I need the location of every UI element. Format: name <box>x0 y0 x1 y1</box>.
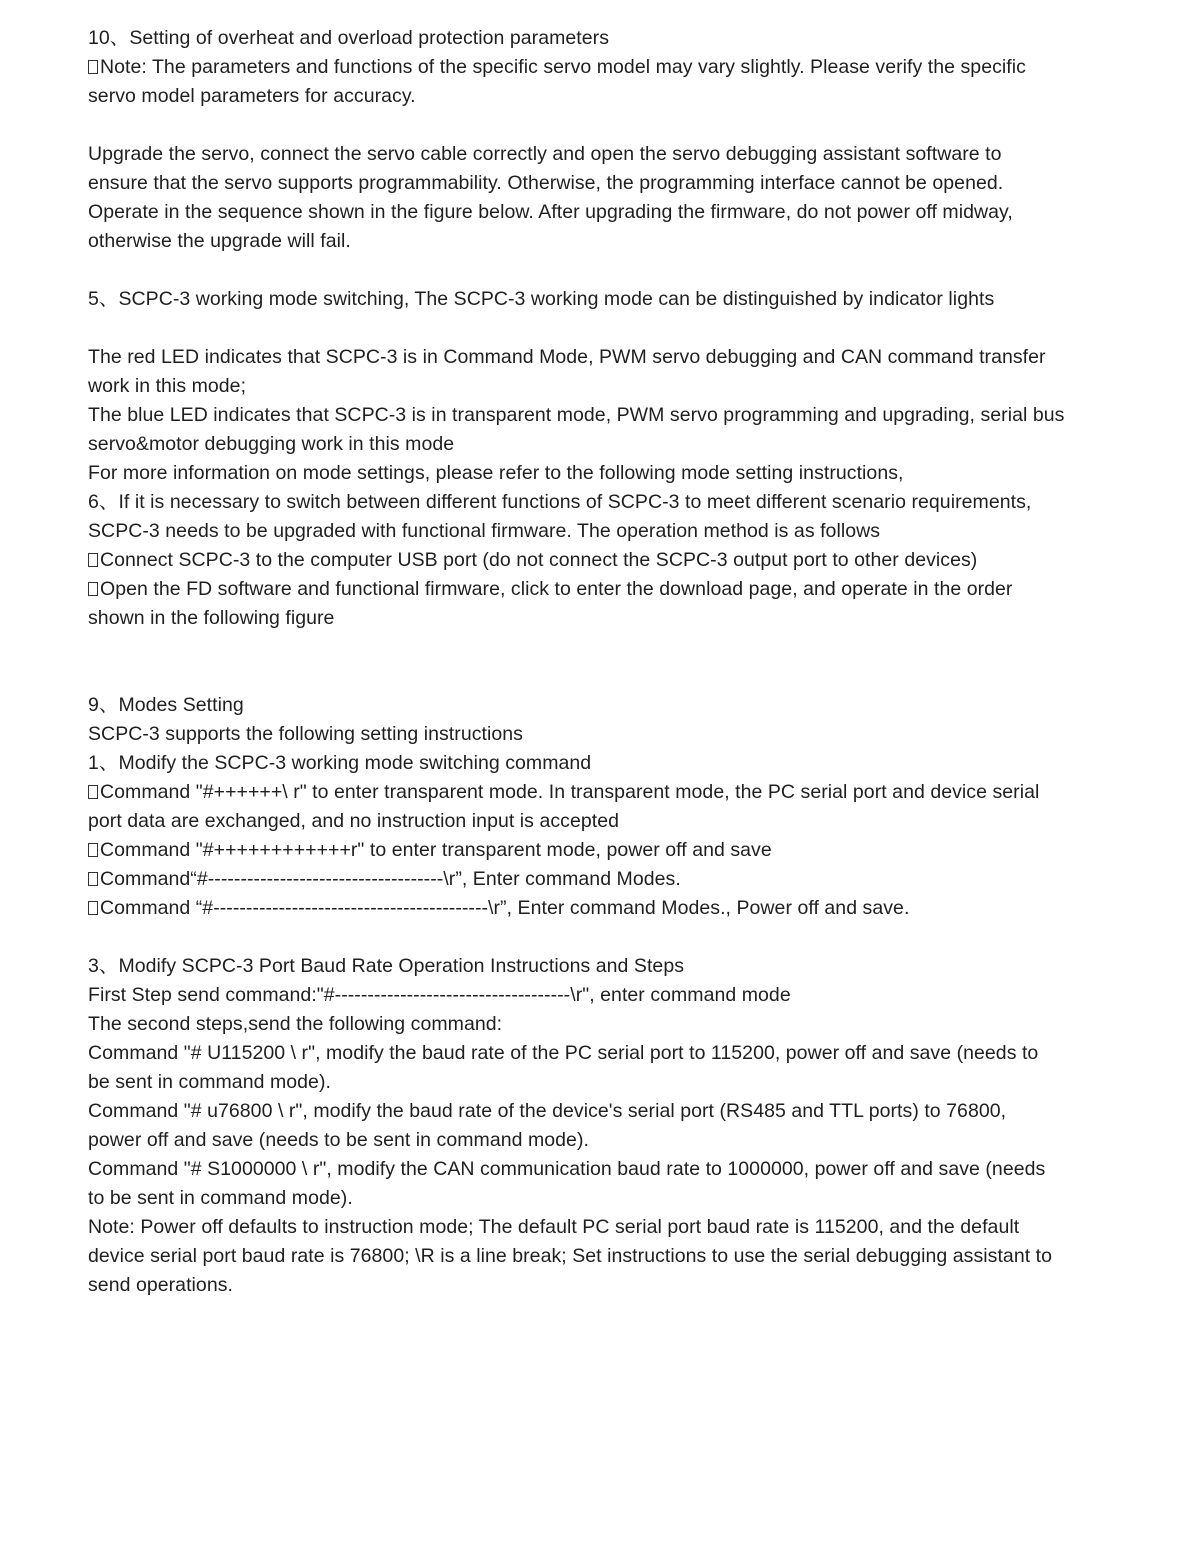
step-open-text: Open the FD software and functional firmware, click to enter the download page, and operate in the order <box>100 578 1013 600</box>
overheat-heading: 10、Setting of overheat and overload protection parameters <box>88 27 609 49</box>
baud-note: Note: Power off defaults to instruction mode; The default PC serial port baud rate is 115200, and the default <box>88 1216 1020 1238</box>
command-transparent-cont: port data are exchanged, and no instruction input is accepted <box>88 810 619 832</box>
step-connect <box>88 546 1118 575</box>
upgrade-paragraph-line: ensure that the servo supports programmability. Otherwise, the programming interface cannot be opened. <box>88 172 1004 194</box>
missing-glyph-box-icon <box>88 843 98 857</box>
command-enter-command-mode-text: Command“#------------------------------------\r”, Enter command Modes. <box>100 868 681 890</box>
spacer <box>88 111 1118 140</box>
baud-command-pc-cont: be sent in command mode). <box>88 1071 331 1093</box>
spacer <box>88 633 1118 691</box>
missing-glyph-box-icon <box>88 582 98 596</box>
spacer <box>88 923 1118 952</box>
step-open <box>88 575 1118 604</box>
overheat-note <box>88 53 1118 82</box>
baud-command-can: Command "# S1000000 \ r", modify the CAN communication baud rate to 1000000, power off and save (needs <box>88 1158 1046 1180</box>
item-6-text-cont: SCPC-3 needs to be upgraded with functional firmware. The operation method is as follows <box>88 520 881 542</box>
upgrade-paragraph-line: otherwise the upgrade will fail. <box>88 230 351 252</box>
baud-command-can-cont: to be sent in command mode). <box>88 1187 353 1209</box>
missing-glyph-box-icon <box>88 60 98 74</box>
command-enter-command-mode <box>88 865 1118 894</box>
command-transparent-save <box>88 836 1118 865</box>
command-transparent-text: Command "#++++++\ r" to enter transparent mode. In transparent mode, the PC serial port and device serial <box>100 781 1040 803</box>
upgrade-paragraph-line: Upgrade the servo, connect the servo cable correctly and open the servo debugging assistant software to <box>88 143 1002 165</box>
blue-led-description: The blue LED indicates that SCPC-3 is in transparent mode, PWM servo programming and upgrading, serial bus <box>88 404 1065 426</box>
baud-rate-heading: 3、Modify SCPC-3 Port Baud Rate Operation Instructions and Steps <box>88 955 685 977</box>
overheat-note-text: Note: The parameters and functions of the specific servo model may vary slightly. Please verify the specific <box>100 56 1026 78</box>
baud-command-device-cont: power off and save (needs to be sent in command mode). <box>88 1129 589 1151</box>
command-enter-command-mode-save <box>88 894 1118 923</box>
modes-setting-heading: 9、Modes Setting <box>88 694 244 716</box>
modes-setting-item-1: 1、Modify the SCPC-3 working mode switching command <box>88 752 592 774</box>
baud-command-pc: Command "# U115200 \ r", modify the baud rate of the PC serial port to 115200, power off and save (needs to <box>88 1042 1039 1064</box>
missing-glyph-box-icon <box>88 901 98 915</box>
red-led-description: The red LED indicates that SCPC-3 is in Command Mode, PWM servo debugging and CAN command transfer <box>88 346 1046 368</box>
command-transparent <box>88 778 1118 807</box>
upgrade-paragraph-line: Operate in the sequence shown in the figure below. After upgrading the firmware, do not power off midway, <box>88 201 1013 223</box>
spacer <box>88 314 1118 343</box>
baud-second-step: The second steps,send the following command: <box>88 1013 503 1035</box>
overheat-note-cont: servo model parameters for accuracy. <box>88 85 416 107</box>
command-transparent-save-text: Command "#++++++++++++r" to enter transparent mode, power off and save <box>100 839 772 861</box>
baud-note-cont: device serial port baud rate is 76800; \R is a line break; Set instructions to use the serial debugging assistant to <box>88 1245 1053 1267</box>
baud-note-cont: send operations. <box>88 1274 233 1296</box>
red-led-description-cont: work in this mode; <box>88 375 247 397</box>
spacer <box>88 256 1118 285</box>
mode-switching-heading: 5、SCPC-3 working mode switching, The SCPC-3 working mode can be distinguished by indicator lights <box>88 288 995 310</box>
blue-led-description-cont: servo&motor debugging work in this mode <box>88 433 455 455</box>
command-enter-command-mode-save-text: Command “#------------------------------------------\r”, Enter command Modes., Power off and save. <box>100 897 910 919</box>
more-info-text: For more information on mode settings, please refer to the following mode setting instructions, <box>88 462 904 484</box>
item-6-text: 6、If it is necessary to switch between different functions of SCPC-3 to meet different scenario requirements, <box>88 491 1032 513</box>
document-page <box>88 24 1118 1300</box>
missing-glyph-box-icon <box>88 872 98 886</box>
missing-glyph-box-icon <box>88 785 98 799</box>
missing-glyph-box-icon <box>88 553 98 567</box>
step-connect-text: Connect SCPC-3 to the computer USB port (do not connect the SCPC-3 output port to other devices) <box>100 549 978 571</box>
baud-first-step: First Step send command:"#------------------------------------\r", enter command mode <box>88 984 791 1006</box>
step-open-cont: shown in the following figure <box>88 607 335 629</box>
baud-command-device: Command "# u76800 \ r", modify the baud rate of the device's serial port (RS485 and TTL ports) to 76800, <box>88 1100 1007 1122</box>
modes-setting-intro: SCPC-3 supports the following setting instructions <box>88 723 523 745</box>
